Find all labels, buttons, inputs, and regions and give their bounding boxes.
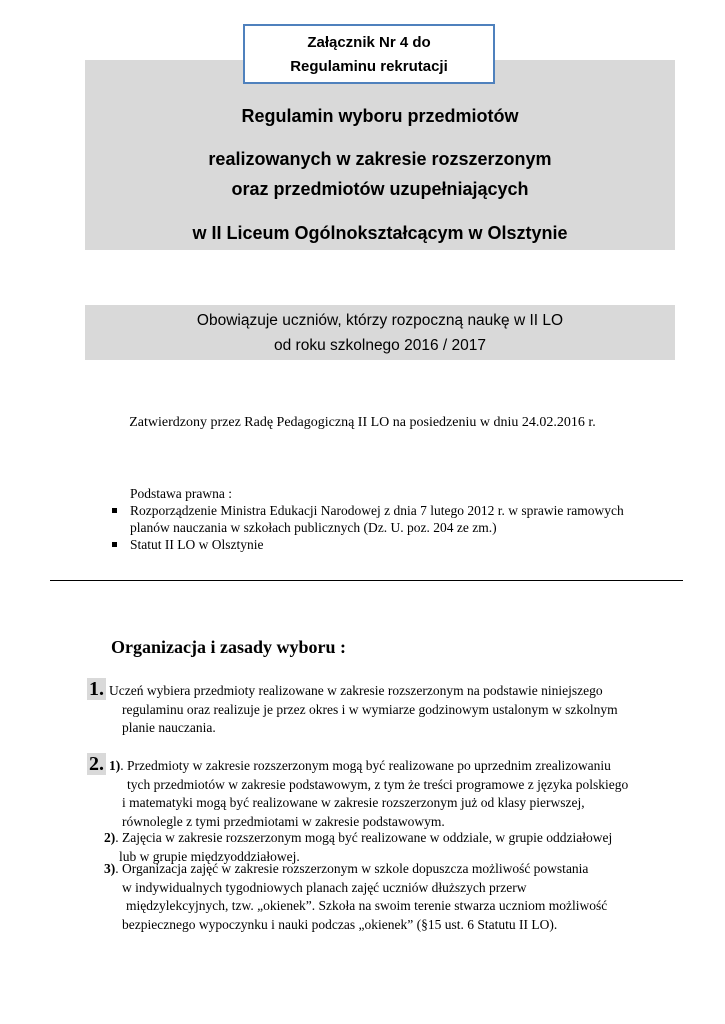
obligation-line-2: od roku szkolnego 2016 / 2017 (274, 337, 486, 354)
point-2-sub-2-line: lub w grupie międzyoddziałowej. (119, 848, 300, 864)
point-2-sub-1-line: i matematyki mogą być realizowane w zakresie rozszerzonym już od klasy pierwszej, (122, 795, 585, 810)
point-2-sub-3-label: 3) (104, 861, 116, 876)
point-2-sub-3-line: międzylekcyjnych, tzw. „okienek”. Szkoła na swoim terenie stwarza uczniom możliwość (126, 898, 608, 913)
point-2-sub-3-line: w indywidualnych tygodniowych planach zajęć uczniów dłuższych przerw (122, 879, 527, 895)
point-2-sub-1-line: . Przedmioty w zakresie rozszerzonym mogą być realizowane po uprzednim zrealizowaniu (120, 758, 611, 773)
legal-basis-item-line: Rozporządzenie Ministra Edukacji Narodowej z dnia 7 lutego 2012 r. w sprawie ramowych (130, 503, 624, 518)
obligation-line-1: Obowiązuje uczniów, którzy rozpoczną naukę w II LO (196, 312, 564, 329)
point-1-text (109, 682, 679, 738)
approval-statement: Zatwierdzony przez Radę Pedagogiczną II LO na posiedzeniu w dniu 24.02.2016 r. (129, 415, 596, 430)
title-line-3: oraz przedmiotów uzupełniających (231, 179, 529, 199)
obligation-band (85, 305, 675, 360)
point-2-sub-1 (109, 757, 684, 831)
legal-basis (112, 485, 682, 553)
point-2-sub-1-line: tych przedmiotów w zakresie podstawowym, z tym że treści programowe z języka polskiego (127, 776, 629, 792)
title-line-2: realizowanych w zakresie rozszerzonym (208, 149, 552, 169)
horizontal-divider (50, 580, 683, 581)
annex-line-1: Załącznik Nr 4 do (307, 34, 431, 51)
annex-line-2: Regulaminu rekrutacji (290, 58, 448, 75)
legal-basis-item (112, 536, 682, 553)
point-2-sub-3-line: . Organizacja zajęć w zakresie rozszerzonym w szkole dopuszcza możliwość powstania (115, 861, 589, 876)
point-2-sub-2-line: . Zajęcia w zakresie rozszerzonym mogą być realizowane w oddziale, w grupie oddziałowej (115, 830, 613, 845)
point-2-sub-1-line: równolegle z tymi przedmiotami w zakresie podstawowym. (122, 813, 445, 829)
point-2-sub-3 (104, 860, 684, 934)
legal-basis-item-line: planów nauczania w szkołach publicznych (Dz. U. poz. 204 ze zm.) (130, 520, 497, 535)
point-2-sub-1-label: 1) (109, 758, 121, 773)
point-1-line: planie nauczania. (122, 720, 216, 735)
point-1-line: Uczeń wybiera przedmioty realizowane w zakresie rozszerzonym na podstawie niniejszego (109, 683, 603, 698)
point-1-line: regulaminu oraz realizuje je przez okres i w wymiarze godzinowym ustalonym w szkolnym (122, 701, 618, 717)
point-2-sub-3-line: bezpiecznego wypoczynku i nauki podczas „okienek” (§15 ust. 6 Statutu II LO). (122, 916, 558, 932)
point-1-number: 1. (89, 678, 104, 700)
legal-basis-item (112, 502, 682, 536)
title-line-1: Regulamin wyboru przedmiotów (241, 106, 519, 126)
point-2-number: 2. (89, 753, 104, 775)
legal-basis-item-line: Statut II LO w Olsztynie (130, 537, 264, 552)
section-heading: Organizacja i zasady wyboru : (111, 637, 346, 657)
title-line-4: w II Liceum Ogólnokształcącym w Olsztynie (192, 223, 568, 243)
annex-label-box (243, 24, 495, 84)
point-2-sub-2-label: 2) (104, 830, 116, 845)
legal-basis-heading: Podstawa prawna : (130, 486, 232, 501)
legal-basis-list (112, 502, 682, 553)
